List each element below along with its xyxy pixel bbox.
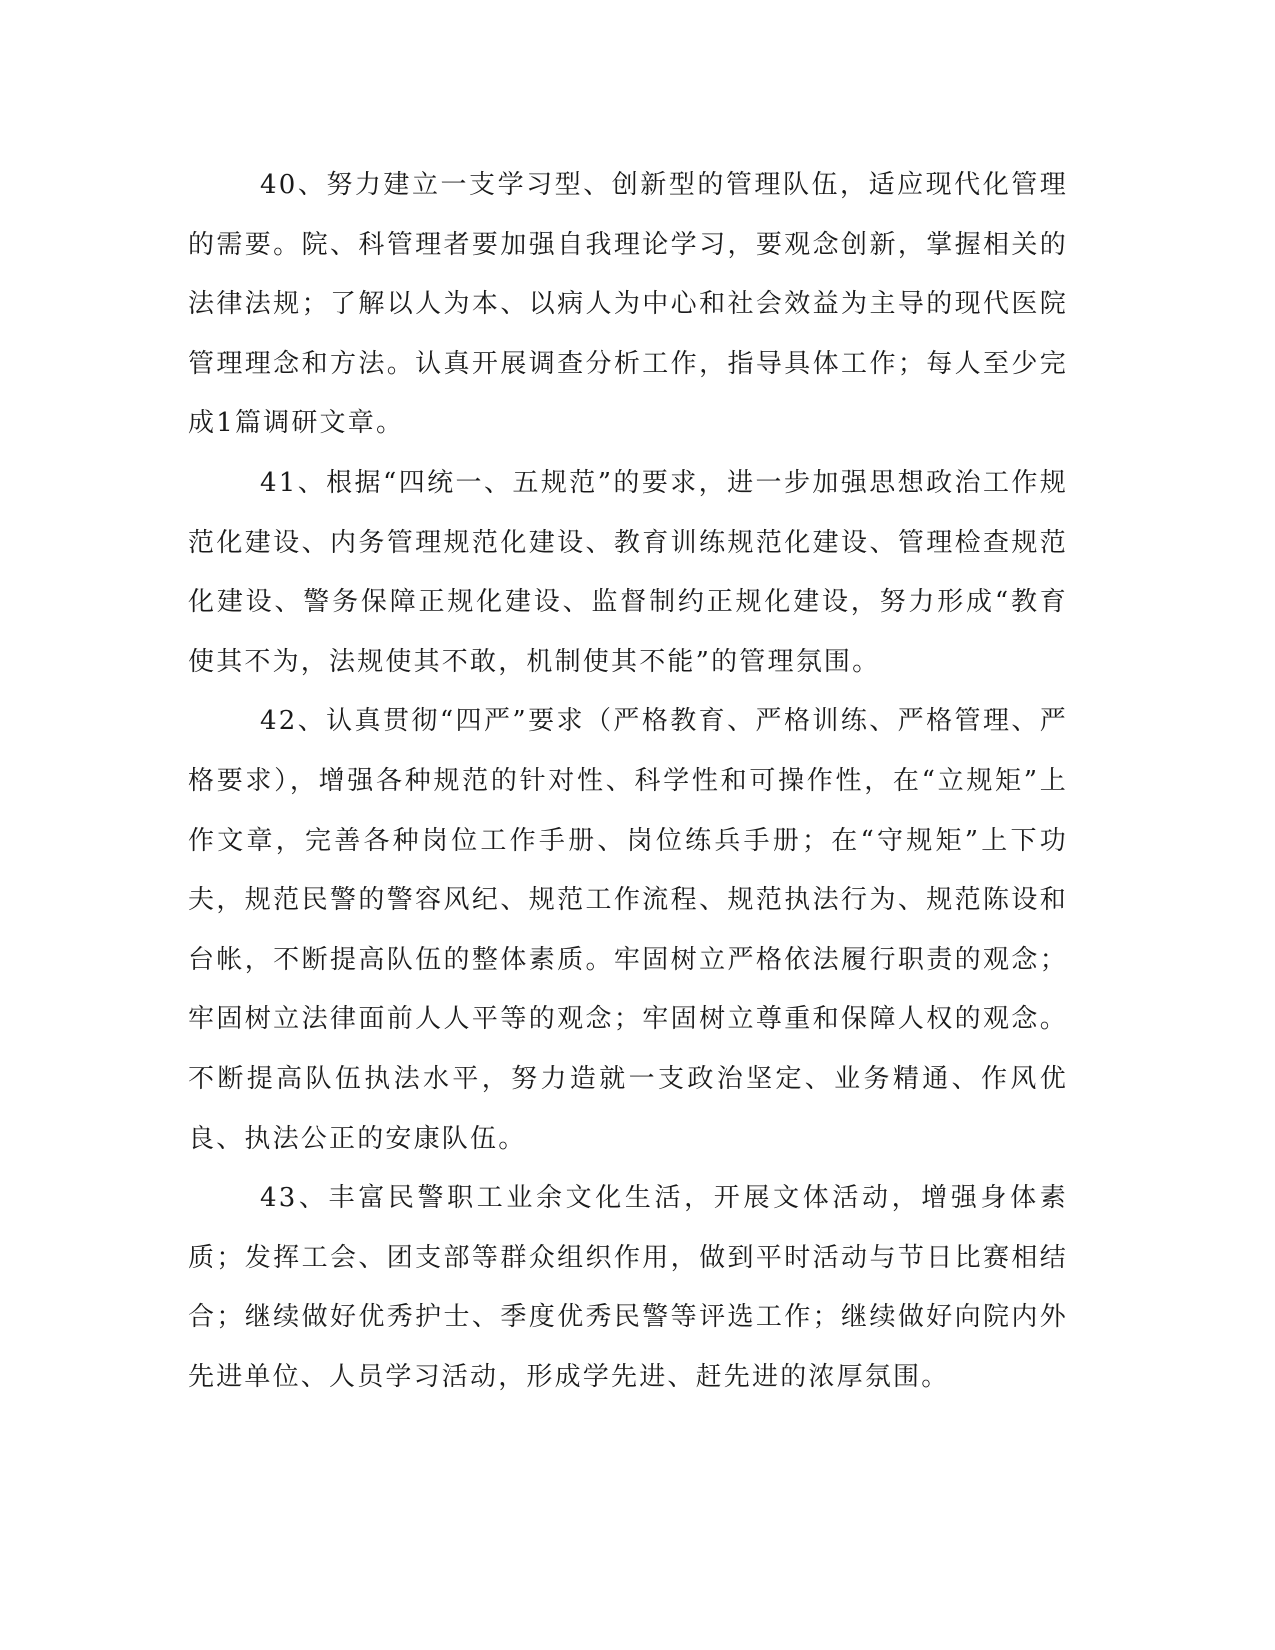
paragraph-41: 41、根据“四统一、五规范”的要求，进一步加强思想政治工作规范化建设、内务管理规范化建设、教育训练规范化建设、管理检查规范化建设、警务保障正规化建设、监督制约正规化建设，努力形成“教育使其不为，法规使其不敢，机制使其不能”的管理氛围。 <box>188 467 1068 677</box>
paragraph-42: 42、认真贯彻“四严”要求（严格教育、严格训练、严格管理、严格要求），增强各种规范的针对性、科学性和可操作性，在“立规矩”上作文章，完善各种岗位工作手册、岗位练兵手册；在“守规矩”上下功夫，规范民警的警容风纪、规范工作流程、规范执法行为、规范陈设和台帐，不断提高队伍的整体素质。牢固树立严格依法履行职责的观念；牢固树立法律面前人人平等的观念；牢固树立尊重和保障人权的观念。不断提高队伍执法水平，努力造就一支政治坚定、业务精通、作风优良、执法公正的安康队伍。 <box>188 706 1068 1154</box>
document-body <box>188 156 1068 1407</box>
paragraph-43: 43、丰富民警职工业余文化生活，开展文体活动，增强身体素质；发挥工会、团支部等群众组织作用，做到平时活动与节日比赛相结合；继续做好优秀护士、季度优秀民警等评选工作；继续做好向院内外先进单位、人员学习活动，形成学先进、赶先进的浓厚氛围。 <box>188 1183 1068 1392</box>
paragraph-40: 40、努力建立一支学习型、创新型的管理队伍，适应现代化管理的需要。院、科管理者要加强自我理论学习，要观念创新，掌握相关的法律法规；了解以人为本、以病人为中心和社会效益为主导的现代医院管理理念和方法。认真开展调查分析工作，指导具体工作；每人至少完成1篇调研文章。 <box>188 170 1068 439</box>
